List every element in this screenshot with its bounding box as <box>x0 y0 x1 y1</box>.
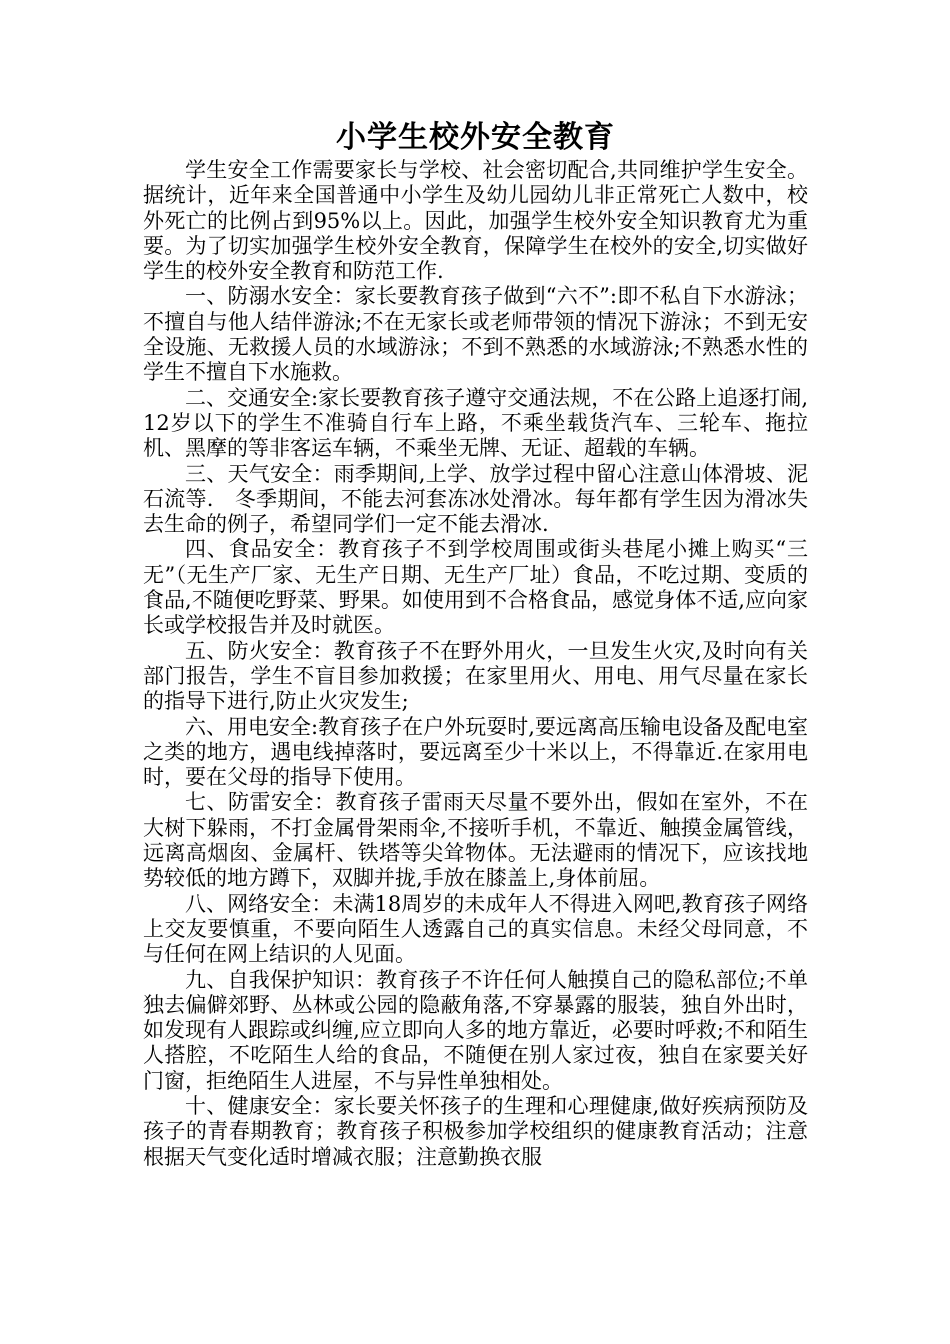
paragraph-food-safety: 四、食品安全：教育孩子不到学校周围或街头巷尾小摊上购买“三无”（无生产厂家、无生产日期、无生产厂址）食品，不吃过期、变质的食品,不随便吃野菜、野果。如使用到不合格食品，感觉身体不适,应向家长或学校报告并及时就医。 <box>143 537 808 638</box>
paragraph-self-protection: 九、自我保护知识：教育孩子不许任何人触摸自己的隐私部位;不单独去偏僻郊野、丛林或公园的隐蔽角落,不穿暴露的服装，独自外出时，如发现有人跟踪或纠缠,应立即向人多的地方靠近，必要时呼救;不和陌生人搭腔，不吃陌生人给的食品，不随便在别人家过夜，独自在家要关好门窗，拒绝陌生人进屋，不与异性单独相处。 <box>143 967 808 1093</box>
paragraph-internet-safety: 八、网络安全：未满18周岁的未成年人不得进入网吧,教育孩子网络上交友要慎重，不要向陌生人透露自己的真实信息。未经父母同意，不与任何在网上结识的人见面。 <box>143 891 808 967</box>
paragraph-intro: 学生安全工作需要家长与学校、社会密切配合,共同维护学生安全。据统计，近年来全国普通中小学生及幼儿园幼儿非正常死亡人数中，校外死亡的比例占到95%以上。因此，加强学生校外安全知识教育尤为重要。为了切实加强学生校外安全教育，保障学生在校外的安全,切实做好学生的校外安全教育和防范工作. <box>143 158 808 284</box>
paragraph-drowning-safety: 一、防溺水安全：家长要教育孩子做到“六不”:即不私自下水游泳；不擅自与他人结伴游泳;不在无家长或老师带领的情况下游泳；不到无安全设施、无救援人员的水域游泳；不到不熟悉的水域游泳;不熟悉水性的学生不擅自下水施救。 <box>143 284 808 385</box>
paragraph-fire-safety: 五、防火安全：教育孩子不在野外用火，一旦发生火灾,及时向有关部门报告，学生不盲目参加救援；在家里用火、用电、用气尽量在家长的指导下进行,防止火灾发生; <box>143 638 808 714</box>
paragraph-weather-safety: 三、天气安全：雨季期间,上学、放学过程中留心注意山体滑坡、泥石流等. 冬季期间，不能去河套冻冰处滑冰。每年都有学生因为滑冰失去生命的例子，希望同学们一定不能去滑冰. <box>143 461 808 537</box>
paragraph-health-safety: 十、健康安全：家长要关怀孩子的生理和心理健康,做好疾病预防及孩子的青春期教育；教育孩子积极参加学校组织的健康教育活动；注意根据天气变化适时增减衣服；注意勤换衣服 <box>143 1093 808 1169</box>
document-body <box>143 118 808 1170</box>
document-title: 小学生校外安全教育 <box>336 120 615 155</box>
paragraph-traffic-safety: 二、交通安全:家长要教育孩子遵守交通法规，不在公路上追逐打闹,12岁以下的学生不准骑自行车上路，不乘坐载货汽车、三轮车、拖拉机、黑摩的等非客运车辆，不乘坐无牌、无证、超载的车辆。 <box>143 385 808 461</box>
paragraph-electricity-safety: 六、用电安全:教育孩子在户外玩耍时,要远离高压输电设备及配电室之类的地方，遇电线掉落时，要远离至少十米以上，不得靠近.在家用电时，要在父母的指导下使用。 <box>143 714 808 790</box>
paragraph-lightning-safety: 七、防雷安全：教育孩子雷雨天尽量不要外出，假如在室外，不在大树下躲雨，不打金属骨架雨伞,不接听手机，不靠近、触摸金属管线，远离高烟囱、金属杆、铁塔等尖耸物体。无法避雨的情况下，应该找地势较低的地方蹲下，双脚并拢,手放在膝盖上,身体前屈。 <box>143 790 808 891</box>
